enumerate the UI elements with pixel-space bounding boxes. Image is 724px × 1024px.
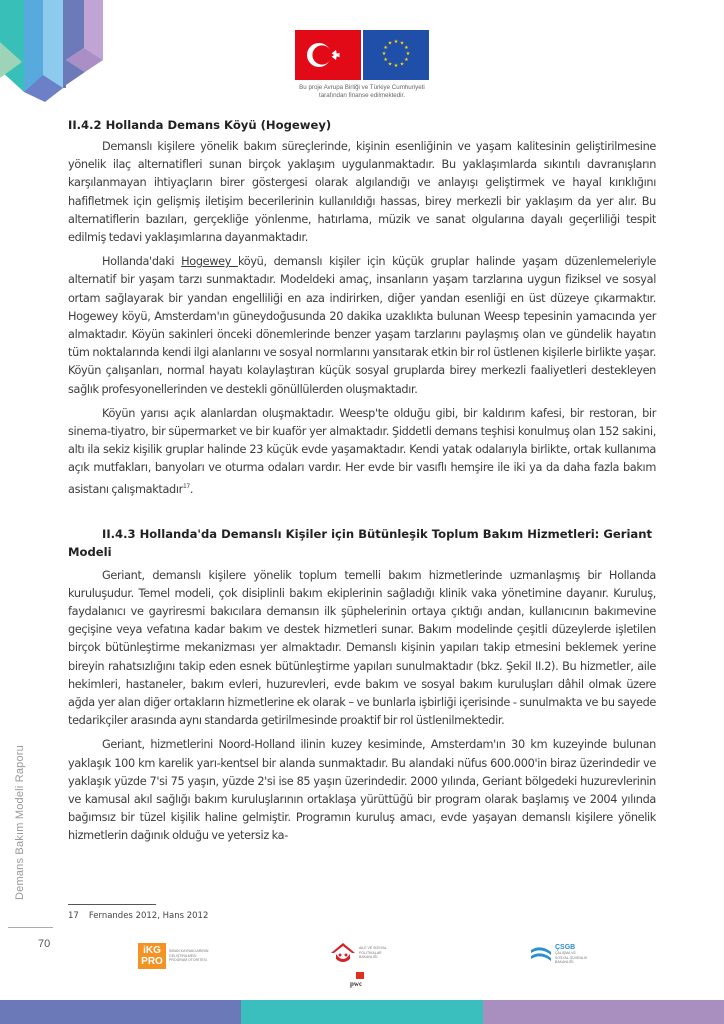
- paragraph: Köyün yarısı açık alanlardan oluşmaktadır. Weesp'te olduğu gibi, bir kaldırım kafesi, bir restoran, bir sinema-tiyatro, bir süpermarket ve bir kuaför yer almaktadır. Şiddetli demans teşhisi konulmuş olan 152 sakini, altı ila sekiz kişilik gruplar halinde 23 küçük evde yaşamaktadır. Kendi yatak odalarıyla birlikte, ortak kullanıma açık mutfakları, banyoları ve oturma odaları vardır. Her evde bir vasıflı hemşire ile iki ya da daha fazla bakım asistanı çalışmaktadır$^{17}$.: [68, 406, 656, 496]
- bottom-bar-segment-blue: [0, 1000, 241, 1024]
- svg-text:★: ★: [399, 61, 405, 68]
- section-heading-geriant: II.4.3 Hollanda'da Demanslı Kişiler için Bütünleşik Toplum Bakım Hizmetleri: Geriant Modeli: [68, 526, 653, 559]
- paragraph: Geriant, hizmetlerini Noord-Holland ilinin kuzey kesiminde, Amsterdam'ın 30 km kuzeyinde bulunan yaklaşık 100 km karelik yarı-kentsel bir alanda sunmaktadır. Bu alandaki nüfus 600.000'in biraz üzerindedir ve yaklaşık yüzde 7'si 75 yaşın, yüzde 2'si ise 85 yaşın üzerindedir. 2000 yılında, Geriant bölgedeki huzurevlerinin ve kamusal akıl sağlığı bakım kuruluşlarının ortaklaşa yürüttüğü bir program olarak başlamış ve 2004 yılında bağımsız bir tüzel kişilik haline gelmiştir. Programın kuruluş amacı, evde yaşayan demanslı kişilere yönelik hizmetlerin dağınık olduğu ve yetersiz ka-: [68, 738, 656, 843]
- corner-decoration-graphic: [0, 0, 110, 105]
- bottom-bar-segment-purple: [483, 1000, 724, 1024]
- pwc-logo: pwc: [350, 980, 363, 988]
- ikg-pro-logo: iKG PRO İNSAN KAYNAKLARININ GELIŞTIRILMESI PROGRAM OTORITESI: [138, 943, 215, 969]
- svg-text:★: ★: [399, 40, 405, 47]
- funding-caption: Bu proje Avrupa Birliği ve Türkiye Cumhuriyeti tarafından finanse edilmektedir.: [299, 84, 425, 99]
- bottom-color-bar: [0, 1000, 724, 1024]
- section-heading-hogewey: II.4.2 Hollanda Demans Köyü (Hogewey): [68, 118, 332, 132]
- house-family-icon: [330, 942, 356, 964]
- paragraph: Geriant, demanslı kişilere yönelik toplum temelli bakım hizmetlerinde uzmanlaşmış bir Hollanda kuruluşudur. Temel modeli, çok disiplinli bakım ekiplerinin sağladığı klinik vaka yönetimine dayanır. Kuruluş, faydalanıcı ve gayriresmi bakıcılara demansın ilk şüphelerinin ortaya çıktığı andan, kullanıcının bakımevine geçişine veya vefatına kadar bakım ve destek hizmetleri sunar. Bakım modelinde çeşitli düzeylerde işletilen birçok bütünleştirme mekanizması yer almaktadır. Demanslı kişinin yapıları takip etmesini beklemek yerine bireyin rahatsızlığını takip eden esnek bütünleştirme yapıları sunulmaktadır (bkz. Şekil II.2). Bu hizmetler, aile hekimleri, hastaneler, bakım evleri, huzurevleri, evde bakım ve sosyal bakım kuruluşları dâhil olmak üzere ağda yer alan diğer ortakların hizmetlerine ek olarak – ve bunlarla işbirliği içerisinde - sunulmakta ve bu sayede tedarikçiler arasında aynı standarda getirilmesinde proaktif bir rol üstlenilmektedir.: [68, 568, 656, 728]
- hogewey-link[interactable]: Hogewey: [181, 255, 238, 269]
- svg-text:★: ★: [387, 61, 393, 68]
- paragraph: Hollanda'daki Hogewey köyü, demanslı kişiler için küçük gruplar halinde yaşam düzenlemeleriyle alternatif bir yaşam tarzı sunmaktadır. Modeldeki amaç, insanların yaşam tarzlarına uygun fiziksel ve sosyal ortam sağlayarak bir yandan engelliliği en aza indirirken, diğer yandan esenliği en üst düzeye çıkarmaktır. Hogewey köyü, Amsterdam'ın güneydoğusunda 20 dakika uzaklıkta bulunan Weesp tepesinin yamacında yer almaktadır. Köyün sakinleri önceki dönemlerinde benzer yaşam tarzlarını paylaşmış olan ve gündelik hayatın tüm noktalarında kendi ilgi alanlarını ve sosyal normlarını yansıtarak etkin bir rol üstlenen kişilerle birlikte yaşar. Köyün çalışanları, normal hayatı kolaylaştıran küçük sosyal gruplarda birey merkezli faaliyetleri destekleyen sağlık profesyonellerinden ve destekli gönüllülerden oluşmaktadır.: [68, 255, 656, 396]
- csgb-logo: ÇSGB ÇALIŞMA VE SOSYAL GÜVENLIK BAKANLIĞI: [530, 944, 589, 965]
- svg-text:★: ★: [383, 57, 388, 63]
- svg-text:★: ★: [387, 40, 393, 47]
- svg-text:★: ★: [393, 63, 399, 69]
- ikg-pro-icon: iKG PRO: [138, 943, 166, 969]
- csgb-wave-icon: [530, 946, 552, 962]
- svg-text:★: ★: [404, 57, 409, 63]
- footnote-ref[interactable]: 17: [182, 482, 190, 490]
- svg-text:★: ★: [393, 39, 399, 45]
- svg-text:★: ★: [381, 51, 387, 57]
- funding-logo-block: [295, 30, 429, 100]
- report-title-vertical: Demans Bakım Modeli Raporu: [14, 745, 26, 900]
- svg-text:★: ★: [383, 45, 388, 51]
- page-number-divider: [8, 927, 53, 928]
- eu-flag-icon: [363, 30, 429, 80]
- paragraph: Demanslı kişilere yönelik bakım süreçlerinde, kişinin esenliğinin ve yaşam kalitesinin geliştirilmesine yönelik ilaç alternatifleri sunan birçok yaklaşım uygulanmaktadır. Bu yaklaşımlarda sıkıntılı davranışların karşılanmayan ihtiyaçların birer göstergesi olarak algılandığı ve anlayışı geliştirmek ve hayal kırıklığını hafifletmek için gelişmiş iletişim becerilerinin kullanıldığı hassas, birey merkezli bir yaklaşım da yer alır. Bu alternatiflerin bazıları, gerçekliğe yönlenme, hatırlama, müzik ve sanat olgularına dayalı geçerliliği tespit edilmiş tedavi yaklaşımlarına dayanmaktadır.: [68, 140, 656, 245]
- svg-text:★: ★: [405, 51, 411, 57]
- turkey-flag-icon: [295, 30, 361, 80]
- main-content: [68, 118, 656, 852]
- page-number: 70: [38, 938, 51, 950]
- footnote-divider: [68, 904, 156, 905]
- svg-text:★: ★: [404, 45, 409, 51]
- pwc-mark-icon: [356, 972, 364, 979]
- aile-bakanligi-logo: AILE VE SOSYAL POLITIKALAR BAKANLIĞI: [330, 942, 399, 964]
- bottom-bar-segment-teal: [241, 1000, 482, 1024]
- footnote: 17 Fernandes 2012, Hans 2012: [68, 911, 209, 921]
